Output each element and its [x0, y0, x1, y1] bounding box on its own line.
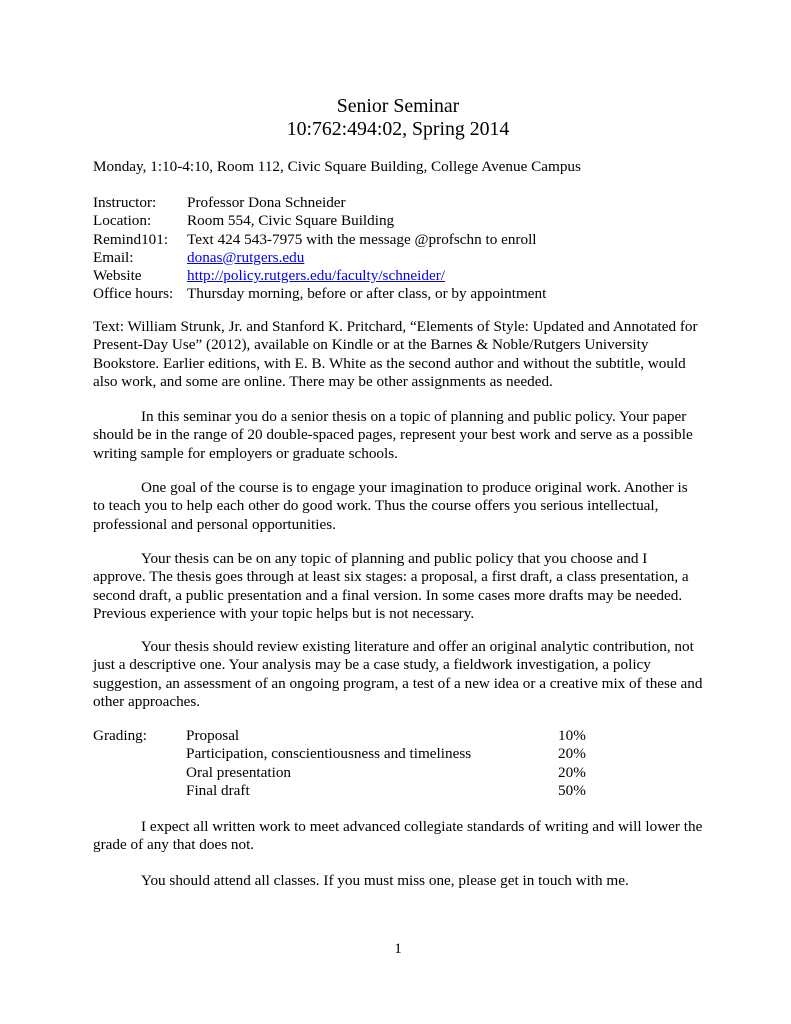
grade-item-name: Final draft [186, 781, 250, 799]
textbook-paragraph: Text: William Strunk, Jr. and Stanford K. Pritchard, “Elements of Style: Updated and Annotated for Present-Day Use” (2012), available on Kindle or at the Barnes & Noble/Rutgers University Bookstore. Earlier editions, with E. B. White as the second author and without the subtitle, would also work, and some are online. There may be other assignments as needed. [93, 318, 698, 390]
remind-row [93, 231, 703, 249]
instructor-label: Instructor: [93, 194, 157, 211]
thesis-stages-paragraph: Your thesis can be on any topic of planning and public policy that you choose and I approve. The thesis goes through at least six stages: a proposal, a first draft, a class presentation, a second draft, a public presentation and a final version. In some cases more drafts may be needed. Previous experience with your topic helps but is not necessary. [93, 550, 689, 622]
instructor-value: Professor Dona Schneider [187, 194, 346, 211]
grade-row [93, 727, 703, 745]
course-title: Senior Seminar [336, 95, 460, 117]
writing-standards-paragraph: I expect all written work to meet advanced collegiate standards of writing and will lower the grade of any that does not. [93, 818, 703, 854]
grade-item-name: Oral presentation [186, 763, 292, 781]
syllabus-page [93, 0, 703, 1024]
email-link[interactable]: donas@rutgers.edu [187, 248, 305, 266]
grade-row [93, 745, 703, 763]
remind-value: Text 424 543-7975 with the message @profschn to enroll [187, 230, 537, 248]
thesis-review-paragraph: Your thesis should review existing literature and offer an original analytic contribution, not just a descriptive one. Your analysis may be a case study, a fieldwork investigation, a policy suggestion, an assessment of an ongoing program, a test of a new idea or a creative mix of these and other approaches. [93, 638, 703, 710]
office-hours-label: Office hours: [93, 285, 174, 303]
office-hours-value: Thursday morning, before or after class, or by appointment [187, 285, 547, 303]
page-number: 1 [394, 940, 402, 957]
website-link[interactable]: http://policy.rutgers.edu/faculty/schneider/ [187, 267, 445, 285]
grade-item-name: Proposal [186, 727, 240, 744]
grading-label: Grading: [93, 727, 147, 744]
grading-table [93, 727, 703, 800]
meeting-info: Monday, 1:10-4:10, Room 112, Civic Square Building, College Avenue Campus [93, 158, 581, 175]
location-label: Location: [93, 212, 152, 230]
grade-row [93, 764, 703, 782]
instructor-row [93, 194, 703, 212]
office-hours-row [93, 285, 703, 303]
course-code-term: 10:762:494:02, Spring 2014 [286, 118, 510, 140]
grade-item-name: Participation, conscientiousness and timeliness [186, 745, 472, 763]
seminar-overview-paragraph: In this seminar you do a senior thesis on a topic of planning and public policy. Your paper should be in the range of 20 double-spaced pages, represent your best work and serve as a possible writing sample for employers or graduate schools. [93, 408, 693, 462]
email-row [93, 249, 703, 267]
grade-item-percent: 20% [558, 763, 586, 781]
website-row [93, 267, 703, 285]
grade-item-percent: 50% [558, 781, 586, 799]
location-row [93, 212, 703, 230]
instructor-info-block [93, 194, 703, 304]
email-label: Email: [93, 248, 134, 266]
website-label: Website [93, 267, 142, 285]
course-goal-paragraph: One goal of the course is to engage your imagination to produce original work. Another is to teach you to help each other do good work. Thus the course offers you serious intellectual, professional and personal opportunities. [93, 479, 688, 533]
grade-item-percent: 10% [558, 727, 586, 744]
grade-row [93, 782, 703, 800]
remind-label: Remind101: [93, 230, 169, 248]
location-value: Room 554, Civic Square Building [187, 212, 395, 230]
attendance-paragraph: You should attend all classes. If you must miss one, please get in touch with me. [141, 872, 629, 889]
grade-item-percent: 20% [558, 745, 586, 763]
